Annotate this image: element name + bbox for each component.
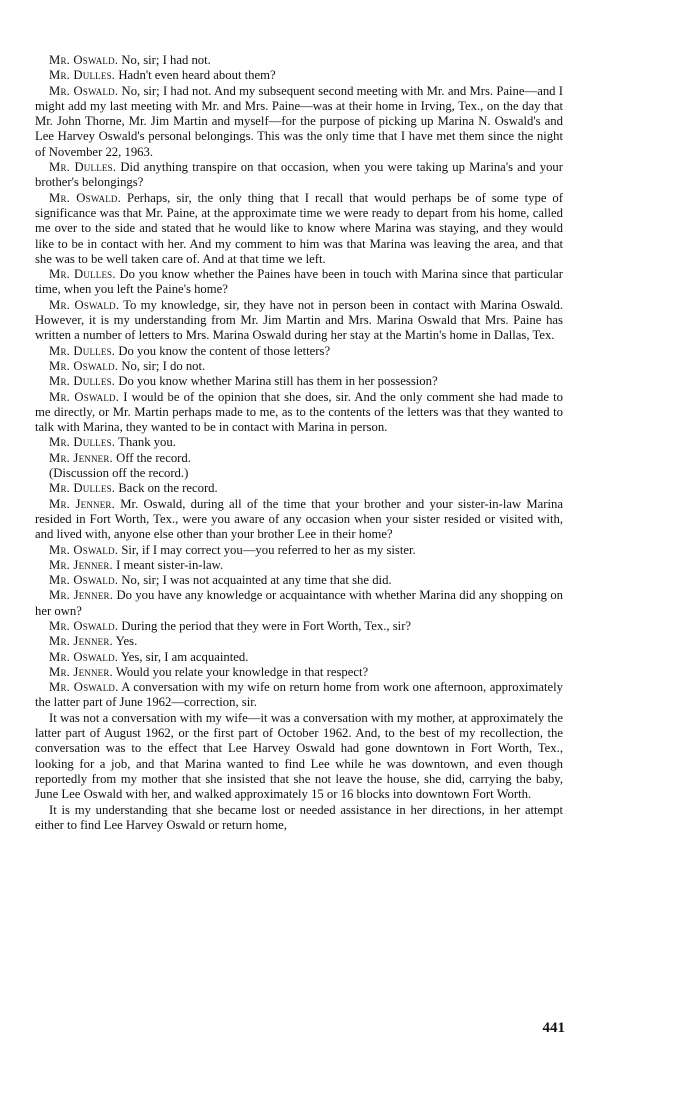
speech-text: No, sir; I had not. And my subsequent second meeting with Mr. and Mrs. Paine—and I might add my last meeting with Mr. and Mrs. Paine—was at their home in Irving, Tex., on the day that Mr. John Thorne, Mr. Jim Martin and myself—for the purpose of picking up Marina N. Oswald's and Lee Harvey Oswald's personal belongings. This was the only time that I have met them since the night of November 22, 1963.	[35, 83, 563, 159]
transcript-paragraph	[35, 374, 563, 389]
transcript-paragraph	[35, 680, 563, 711]
transcript-paragraph	[35, 191, 563, 267]
transcript-paragraph	[35, 344, 563, 359]
speaker-name: Mr. Oswald.	[49, 297, 120, 312]
speech-text: No, sir; I do not.	[121, 358, 206, 373]
speaker-name: Mr. Dulles.	[49, 343, 116, 358]
speech-text: Yes.	[115, 634, 138, 649]
speaker-name: Mr. Oswald.	[49, 649, 119, 664]
speech-text: Do you have any knowledge or acquaintance with whether Marina did any shopping on her own?	[35, 588, 564, 618]
speaker-name: Mr. Jenner.	[49, 664, 113, 679]
transcript-paragraph	[35, 803, 563, 834]
speech-text: No, sir; I was not acquainted at any time that she did.	[121, 573, 392, 588]
speaker-name: Mr. Oswald.	[49, 618, 119, 633]
transcript-paragraph	[35, 451, 563, 466]
speaker-name: Mr. Oswald.	[49, 190, 121, 205]
speaker-name: Mr. Jenner.	[49, 588, 114, 603]
speaker-name: Mr. Jenner.	[49, 450, 113, 465]
transcript-paragraph	[35, 53, 563, 68]
stage-direction: (Discussion off the record.)	[49, 466, 189, 481]
speech-text: Hadn't even heard about them?	[118, 68, 276, 83]
transcript-paragraph	[35, 267, 563, 298]
speech-text: Yes, sir, I am acquainted.	[120, 649, 249, 664]
speech-text: It is my understanding that she became lost or needed assistance in her directions, in her attempt either to find Lee Harvey Oswald or return home,	[35, 802, 563, 832]
speech-text: During the period that they were in Fort Worth, Tex., sir?	[121, 618, 412, 633]
speech-text: Back on the record.	[118, 481, 218, 496]
speech-text: A conversation with my wife on return home from work one afternoon, approximately the latter part of June 1962—correction, sir.	[35, 680, 563, 710]
speech-text: Do you know whether Marina still has them in her possession?	[118, 374, 438, 389]
transcript-body	[35, 53, 563, 833]
speech-text: Did anything transpire on that occasion, when you were taking up Marina's and your brother's belongings?	[35, 160, 563, 190]
transcript-paragraph	[35, 84, 563, 160]
speaker-name: Mr. Oswald.	[49, 389, 120, 404]
speaker-name: Mr. Jenner.	[49, 557, 113, 572]
speaker-name: Mr. Dulles.	[49, 267, 116, 282]
speech-text: Do you know whether the Paines have been in touch with Marina since that particular time, when you left the Paine's home?	[35, 267, 563, 297]
speech-text: To my knowledge, sir, they have not in person been in contact with Marina Oswald. However, it is my understanding from Mr. Jim Martin and Mrs. Marina Oswald that Mrs. Paine has written a number of letters to Mrs. Marina Oswald during her stay at the Martin's home in Dallas, Tex.	[35, 297, 563, 343]
speech-text: Sir, if I may correct you—you referred to her as my sister.	[121, 542, 416, 557]
speaker-name: Mr. Oswald.	[49, 542, 119, 557]
transcript-paragraph	[35, 619, 563, 634]
speech-text: It was not a conversation with my wife—it was a conversation with my mother, at approximately the latter part of August 1962, or the first part of October 1962. And, to the best of my recollection, the conversation was to the effect that Lee Harvey Oswald had gone downtown in Fort Worth, Tex., looking for a job, and that Marina wanted to find Lee while he was downtown, and even though reportedly from my mother that she insisted that she not leave the house, she did, carrying the baby, June Lee Oswald with her, and walked approximately 15 or 16 blocks into downtown Fort Worth.	[35, 710, 563, 802]
transcript-paragraph	[35, 711, 563, 803]
speaker-name: Mr. Oswald.	[49, 573, 119, 588]
speaker-name: Mr. Jenner.	[49, 496, 116, 511]
transcript-paragraph	[35, 588, 563, 619]
speech-text: No, sir; I had not.	[121, 53, 211, 67]
speaker-name: Mr. Dulles.	[49, 435, 116, 450]
speech-text: I would be of the opinion that she does, sir. And the only comment she had made to me directly, or Mr. Martin perhaps made to me, as to the contents of the letters was that they wanted to talk with Marina, they wanted to be in contact with Marina in person.	[35, 389, 564, 435]
transcript-paragraph	[35, 634, 563, 649]
transcript-paragraph	[35, 466, 563, 481]
transcript-paragraph	[35, 435, 563, 450]
speaker-name: Mr. Dulles.	[49, 374, 116, 389]
transcript-paragraph	[35, 160, 563, 191]
transcript-paragraph	[35, 359, 563, 374]
transcript-paragraph	[35, 68, 563, 83]
transcript-paragraph	[35, 298, 563, 344]
speech-text: Perhaps, sir, the only thing that I recall that would perhaps be of some type of significance was that Mr. Paine, at the approximate time we were ready to depart from his home, called me over to the side and stated that he would like to know where Marina was staying, and they would like to be in contact with her. And my comment to him was that Marina was leaving the area, and that she was to be well taken care of. And at that time we left.	[35, 190, 564, 266]
speech-text: Thank you.	[118, 435, 176, 450]
speaker-name: Mr. Oswald.	[49, 83, 119, 98]
speaker-name: Mr. Dulles.	[49, 68, 116, 83]
speech-text: Mr. Oswald, during all of the time that your brother and your sister-in-law Marina resided in Fort Worth, Tex., were you aware of any occasion when your sister resided or visited with, and lived with, anyone else other than your brother Lee in their home?	[35, 496, 564, 542]
transcript-paragraph	[35, 390, 563, 436]
speaker-name: Mr. Oswald.	[49, 53, 119, 67]
page-number: 441	[542, 1020, 565, 1036]
speech-text: Would you relate your knowledge in that respect?	[115, 664, 369, 679]
transcript-paragraph	[35, 481, 563, 496]
transcript-paragraph	[35, 573, 563, 588]
transcript-paragraph	[35, 558, 563, 573]
transcript-paragraph	[35, 650, 563, 665]
speech-text: Off the record.	[116, 450, 191, 465]
speaker-name: Mr. Jenner.	[49, 634, 113, 649]
transcript-paragraph	[35, 543, 563, 558]
speech-text: Do you know the content of those letters?	[118, 343, 331, 358]
speaker-name: Mr. Oswald.	[49, 680, 119, 695]
transcript-paragraph	[35, 665, 563, 680]
speech-text: I meant sister-in-law.	[116, 557, 224, 572]
transcript-paragraph	[35, 497, 563, 543]
speaker-name: Mr. Dulles.	[49, 160, 117, 175]
speaker-name: Mr. Oswald.	[49, 358, 119, 373]
speaker-name: Mr. Dulles.	[49, 481, 116, 496]
